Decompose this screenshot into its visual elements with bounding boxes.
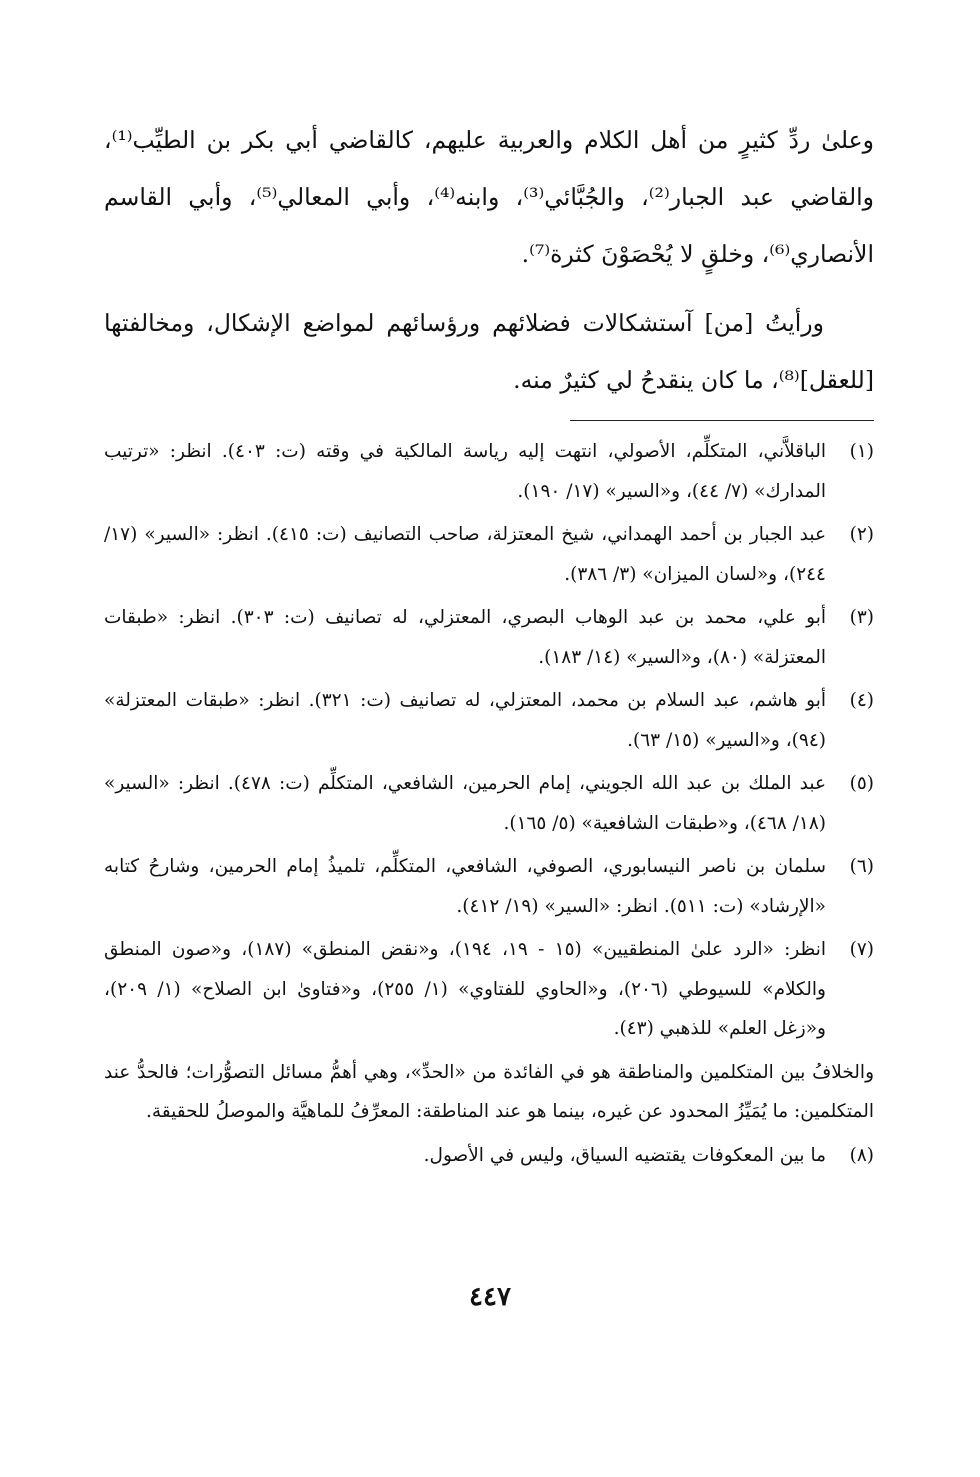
footnote-number: (٥): [849, 773, 874, 794]
footnote-8: [104, 1136, 874, 1176]
main-paragraph-1: وعلىٰ ردِّ كثيرٍ من أهل الكلام والعربية عليهم، كالقاضي أبي بكر بن الطيِّب⁽¹⁾، والقاضي عبد الجبار⁽²⁾، والجُبَّائي⁽³⁾، وابنه⁽⁴⁾، وأبي المعالي⁽⁵⁾، وأبي القاسم الأنصاري⁽⁶⁾، وخلقٍ لا يُحْصَوْنَ كثرة⁽⁷⁾.: [104, 126, 874, 268]
footnote-6: [104, 847, 874, 926]
footnote-text: أبو هاشم، عبد السلام بن محمد، المعتزلي، له تصانيف (ت: ٣٢١). انظر: «طبقات المعتزلة» (٩٤)، و«السير» (١٥/ ٦٣).: [104, 690, 826, 751]
footnote-text: أبو علي، محمد بن عبد الوهاب البصري، المعتزلي، له تصانيف (ت: ٣٠٣). انظر: «طبقات المعتزلة» (٨٠)، و«السير» (١٤/ ١٨٣).: [104, 607, 826, 668]
footnote-4: [104, 681, 874, 760]
footnote-7: [104, 930, 874, 1049]
footnote-7-continuation: والخلافُ بين المتكلمين والمناطقة هو في الفائدة من «الحدِّ»، وهي أهمُّ مسائل التصوُّرات؛ فالحدُّ عند المتكلمين: ما يُمَيِّزُ المحدود عن غيره، بينما هو عند المناطقة: المعرِّفُ للماهيَّة والموصلُ للحقيقة.: [104, 1061, 874, 1122]
main-paragraph-2: ورأيتُ [من] آستشكالات فضلائهم ورؤسائهم لمواضع الإشكال، ومخالفتها [للعقل]⁽⁸⁾، ما كان ينقدحُ لي كثيرٌ منه.: [104, 309, 874, 394]
footnote-number: (٤): [849, 690, 874, 711]
footnote-number: (٦): [849, 856, 874, 877]
footnote-text: انظر: «الرد علىٰ المنطقيين» (١٥ - ١٩، ١٩٤)، و«نقض المنطق» (١٨٧)، و«صون المنطق والكلام» للسيوطي (٢٠٦)، و«الحاوي للفتاوي» (١/ ٢٥٥)، و«فتاوىٰ ابن الصلاح» (١/ ٢٠٩)، و«زغل العلم» للذهبي (٤٣).: [104, 939, 827, 1039]
footnote-2: [104, 515, 874, 594]
footnote-3: [104, 598, 874, 677]
footnotes: [104, 432, 874, 1179]
footnote-text: عبد الملك بن عبد الله الجويني، إمام الحرمين، الشافعي، المتكلِّم (ت: ٤٧٨). انظر: «السير» (١٨/ ٤٦٨)، و«طبقات الشافعية» (٥/ ١٦٥).: [104, 773, 826, 834]
footnote-text: عبد الجبار بن أحمد الهمداني، شيخ المعتزلة، صاحب التصانيف (ت: ٤١٥). انظر: «السير» (١٧/ ٢٤٤)، و«لسان الميزان» (٣/ ٣٨٦).: [104, 524, 826, 585]
footnote-separator: [570, 420, 874, 421]
footnote-number: (٢): [849, 524, 874, 545]
footnote-number: (٣): [849, 607, 874, 628]
footnote-number: (٧): [849, 939, 874, 960]
main-text: [104, 112, 874, 409]
footnote-text: سلمان بن ناصر النيسابوري، الصوفي، الشافعي، المتكلِّم، تلميذُ إمام الحرمين، وشارحُ كتابه «الإرشاد» (ت: ٥١١). انظر: «السير» (١٩/ ٤١٢).: [104, 856, 826, 917]
page-number: ٤٤٧: [469, 1282, 511, 1312]
footnote-5: [104, 764, 874, 843]
footnote-1: [104, 432, 874, 511]
footnote-number: (٨): [849, 1144, 874, 1166]
footnote-number: (١): [849, 441, 874, 462]
footnote-text: ما بين المعكوفات يقتضيه السياق، وليس في الأصول.: [423, 1144, 826, 1166]
footnote-text: الباقلاَّني، المتكلِّم، الأصولي، انتهت إليه رياسة المالكية في وقته (ت: ٤٠٣). انظر: «ترتيب المدارك» (٧/ ٤٤)، و«السير» (١٧/ ١٩٠).: [104, 441, 826, 502]
